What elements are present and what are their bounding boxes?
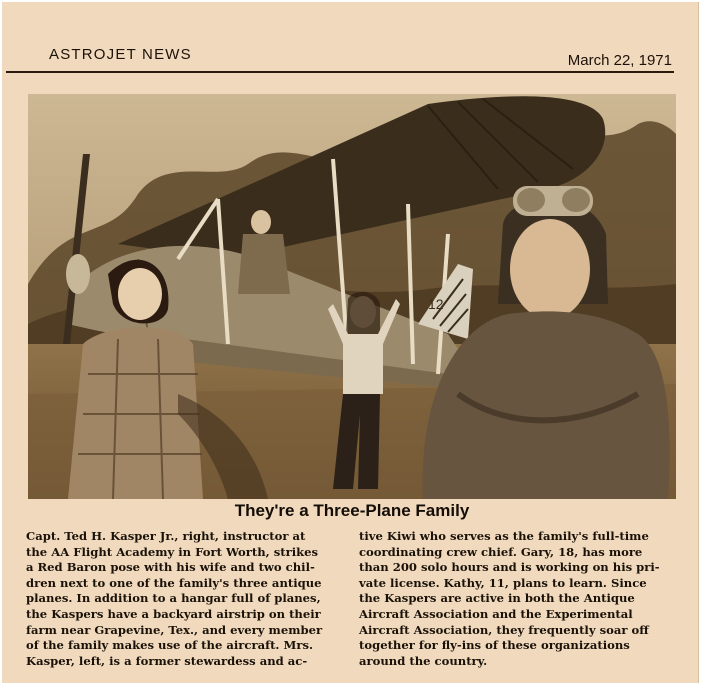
masthead-date: March 22, 1971 — [567, 52, 672, 69]
masthead-title: ASTROJET NEWS — [49, 46, 192, 63]
article-line: around the country. — [359, 653, 488, 668]
article-line: together for fly-ins of these organizations — [359, 638, 630, 653]
article-line: Aircraft Association and the Experimental — [359, 606, 633, 621]
article-line: Kasper, left, is a former stewardess and ac- — [26, 653, 308, 668]
headline: They're a Three-Plane Family — [234, 501, 470, 520]
article-line: farm near Grapevine, Tex., and every member — [26, 622, 323, 637]
tail-number: 12 — [428, 296, 444, 312]
newspaper-clipping — [2, 2, 699, 683]
article-line: than 200 solo hours and is working on his pri- — [359, 560, 660, 575]
article-line: planes. In addition to a hangar full of planes, — [26, 591, 321, 606]
article-column-1 — [26, 529, 346, 669]
article-line: the Kaspers have a backyard airstrip on their — [26, 606, 321, 621]
article-line: a Red Baron pose with his wife and two chil- — [26, 560, 315, 575]
article-line: tive Kiwi who serves as the family's full-time — [359, 529, 649, 543]
article-line: Capt. Ted H. Kasper Jr., right, instructor at — [26, 529, 306, 543]
news-photo — [28, 94, 676, 499]
article-line: of the family makes use of the aircraft. Mrs. — [26, 638, 314, 653]
masthead-rule — [6, 71, 674, 73]
article-line: the Kaspers are active in both the Antique — [359, 591, 635, 606]
article-line: dren next to one of the family's three antique — [26, 575, 322, 590]
article-line: Aircraft Association, they frequently soar off — [359, 622, 649, 637]
photo-illustration — [28, 94, 676, 499]
article-column-2 — [359, 529, 681, 669]
article-line: vate license. Kathy, 11, plans to learn. Since — [359, 575, 647, 590]
article-line: the AA Flight Academy in Fort Worth, strikes — [26, 544, 319, 559]
article-line: coordinating crew chief. Gary, 18, has more — [359, 544, 643, 559]
